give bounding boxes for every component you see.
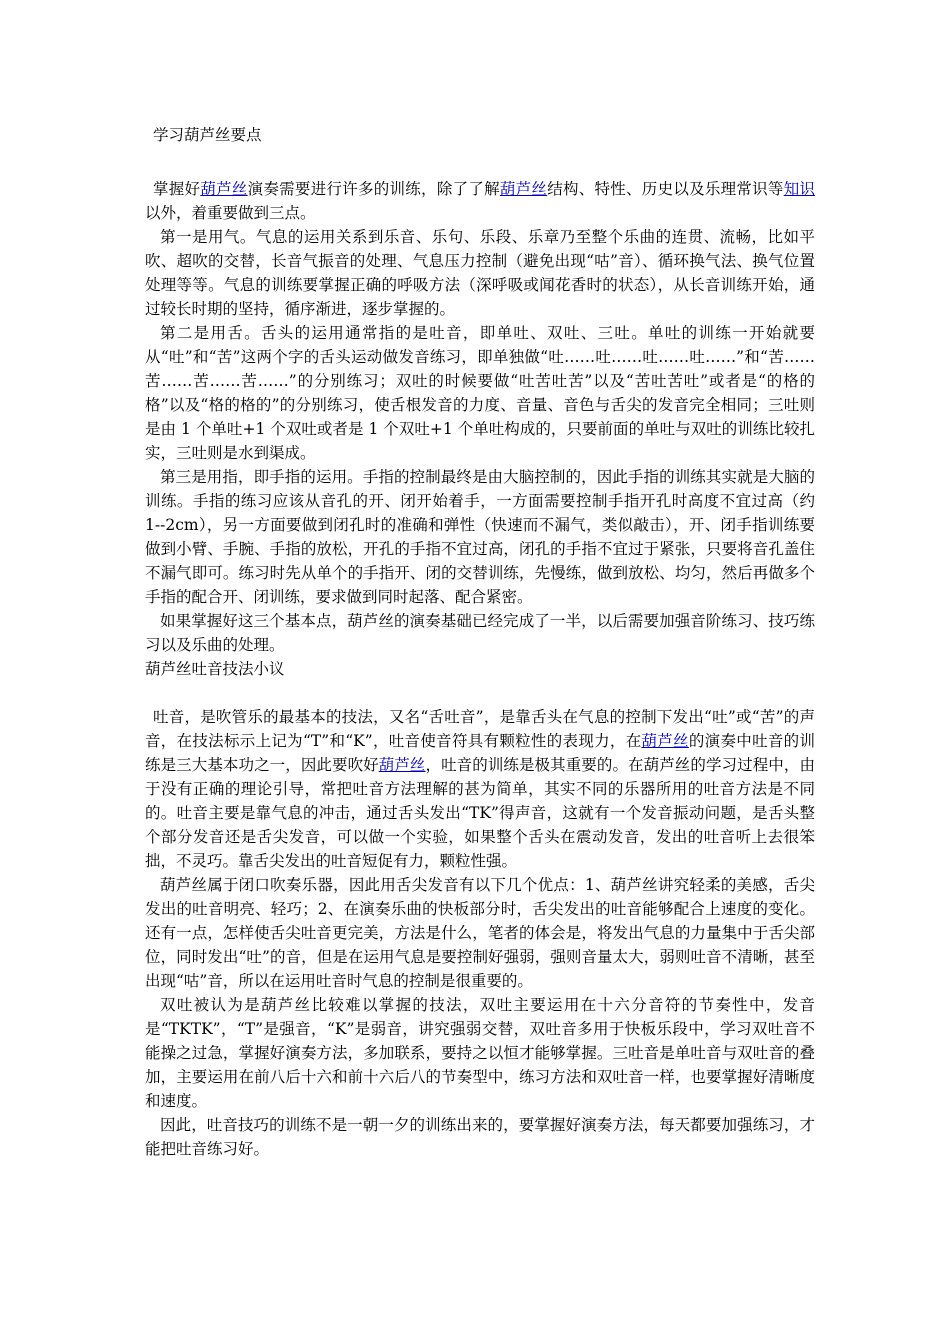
intro-text: 结构、特性、历史以及乐理常识等 [547, 180, 784, 198]
spacer [145, 681, 815, 705]
intro-text: 以外，着重要做到三点。 [145, 204, 316, 222]
intro-text: 演奏需要进行许多的训练，除了了解 [247, 180, 500, 198]
tongue-paragraph: 第二是用舌。舌头的运用通常指的是吐音，即单吐、双吐、三吐。单吐的训练一开始就要从“吐”和“苦”这两个字的舌头运动做发音练习，即单独做“吐……吐……吐……吐……”和“苦……苦……苦……苦……”的分别练习；双吐的时候要做“吐苦吐苦”以及“苦吐苦吐”或者是“的格的格”以及“格的格的”的分别练习，使舌根发音的力度、音量、音色与舌尖的发音完全相同；三吐则是由 1 个单吐+1 个双吐或者是 1 个双吐+1 个单吐构成的，只要前面的单吐与双吐的训练比较扎实，三吐则是水到渠成。 [145, 324, 815, 462]
hulusi-link[interactable]: 葫芦丝 [499, 180, 548, 198]
summary-paragraph: 如果掌握好这三个基本点，葫芦丝的演奏基础已经完成了一半，以后需要加强音阶练习、技巧练习以及乐曲的处理。 [145, 612, 815, 654]
spacer [145, 147, 815, 177]
document-title: 学习葫芦丝要点 [153, 126, 262, 144]
breath-paragraph: 第一是用气。气息的运用关系到乐音、乐句、乐段、乐章乃至整个乐曲的连贯、流畅，比如平吹、超吹的交替，长音气振音的处理、气息压力控制（避免出现“咕”音）、循环换气法、换气位置处理等等。气息的训练要掌握正确的呼吸方法（深呼吸或闻花香时的状态），从长音训练开始，通过较长时期的坚持，循序渐进，逐步掌握的。 [145, 228, 815, 318]
conclusion-paragraph: 因此，吐音技巧的训练不是一朝一夕的训练出来的，要掌握好演奏方法，每天都要加强练习，才能把吐音练习好。 [145, 1116, 815, 1158]
double-tonguing-paragraph: 双吐被认为是葫芦丝比较难以掌握的技法，双吐主要运用在十六分音符的节奏性中，发音是“TKTK”，“T”是强音，“K”是弱音，讲究强弱交替，双吐音多用于快板乐段中，学习双吐音不能操之过急，掌握好演奏方法，多加联系，要持之以恒才能够掌握。三吐音是单吐音与双吐音的叠加，主要运用在前八后十六和前十六后八的节奏型中，练习方法和双吐音一样，也要掌握好清晰度和速度。 [145, 996, 815, 1110]
intro-paragraph [145, 177, 815, 225]
tonguing-text: ，吐音的训练是极其重要的。在葫芦丝的学习过程中，由于没有正确的理论引导，常把吐音方法理解的甚为简单，其实不同的乐器所用的吐音方法是不同的。吐音主要是靠气息的冲击，通过舌头发出“TK”得声音，这就有一个发音振动问题，是舌头整个部分发音还是舌尖发音，可以做一个实验，如果整个舌头在震动发音，发出的吐音听上去很笨拙，不灵巧。靠舌尖发出的吐音短促有力，颗粒性强。 [145, 756, 815, 870]
document-page [145, 123, 815, 1161]
section-subtitle: 葫芦丝吐音技法小议 [145, 660, 285, 678]
tongue-tip-paragraph: 葫芦丝属于闭口吹奏乐器，因此用舌尖发音有以下几个优点：1、葫芦丝讲究轻柔的美感，舌尖发出的吐音明亮、轻巧；2、在演奏乐曲的快板部分时，舌尖发出的吐音能够配合上速度的变化。还有一点，怎样使舌尖吐音更完美，方法是什么，笔者的体会是，将发出气息的力量集中于舌尖部位，同时发出“吐”的音，但是在运用气息是要控制好强弱，强则音量太大，弱则吐音不清晰，甚至出现“咕”音，所以在运用吐音时气息的控制是很重要的。 [145, 876, 815, 990]
hulusi-link[interactable]: 葫芦丝 [200, 180, 248, 198]
knowledge-link[interactable]: 知识 [783, 180, 815, 198]
tonguing-text: 吐音，是吹管乐的最基本的技法，又名“舌吐音”，是靠舌头在气息的控制下发出“吐”或“苦”的声音，在技法标示上记为“T”和“K”，吐音使音符具有颗粒性的表现力，在 [145, 708, 815, 750]
hulusi-link[interactable]: 葫芦丝 [378, 756, 426, 774]
intro-text: 掌握好 [153, 180, 201, 198]
tonguing-intro-paragraph [145, 705, 815, 873]
tonguing-text: 的演奏中吐音的训练是三大基本功之一，因此要吹好 [145, 732, 815, 774]
finger-paragraph: 第三是用指，即手指的运用。手指的控制最终是由大脑控制的，因此手指的训练其实就是大脑的训练。手指的练习应该从音孔的开、闭开始着手，一方面需要控制手指开孔时高度不宜过高（约 1--2cm），另一方面要做到闭孔时的准确和弹性（快速而不漏气，类似敲击），开、闭手指训练要做到小臂、手腕、手指的放松，开孔的手指不宜过高，闭孔的手指不宜过于紧张，只要将音孔盖住不漏气即可。练习时先从单个的手指开、闭的交替训练，先慢练，做到放松、均匀，然后再做多个手指的配合开、闭训练，要求做到同时起落、配合紧密。 [145, 468, 815, 606]
hulusi-link[interactable]: 葫芦丝 [641, 732, 689, 750]
